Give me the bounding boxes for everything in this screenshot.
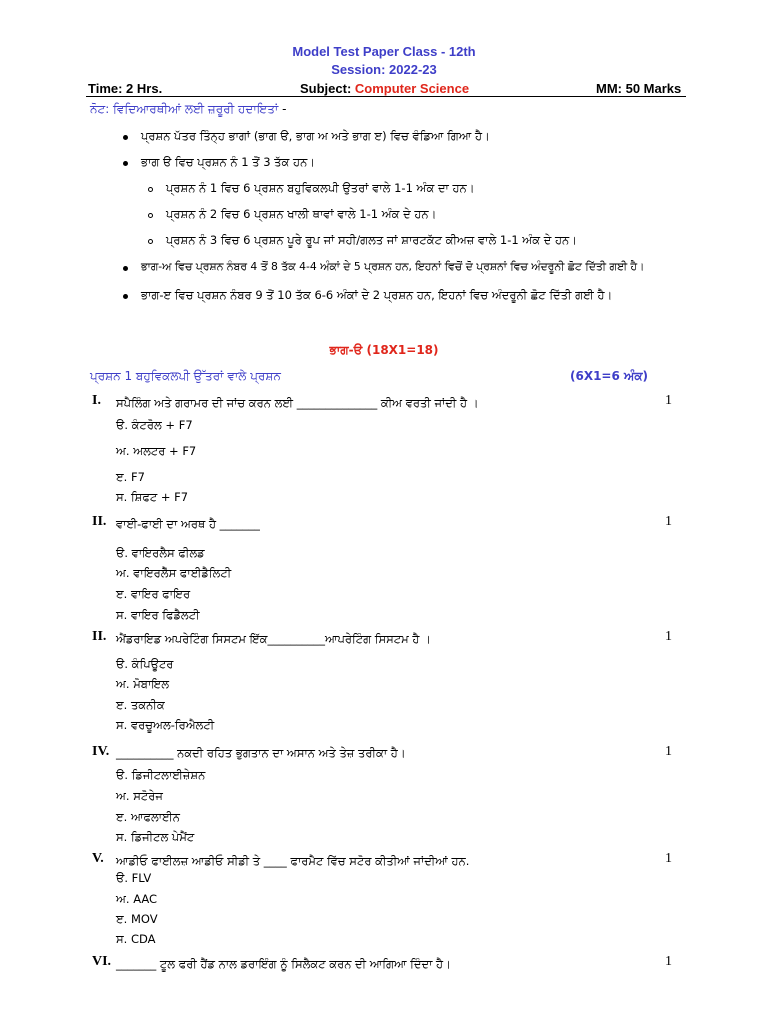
bullet-icon	[123, 266, 128, 271]
question-text: __________ ਨਕਦੀ ਰਹਿਤ ਭੁਗਤਾਨ ਦਾ ਅਸਾਨ ਅਤੇ ਤੇਜ਼ ਤਰੀਕਾ ਹੈ।	[116, 746, 406, 760]
question-number: VI.	[92, 954, 112, 969]
option: ੲ. ਵਾਇਰ ਫਾਇਰ	[116, 587, 191, 601]
option: ੳ. FLV	[116, 871, 152, 885]
question-marks: 1	[665, 629, 672, 644]
question-number: IV.	[92, 744, 110, 759]
option: ੲ. ਤਕਨੀਕ	[116, 698, 165, 712]
question-text: ਵਾਈ-ਫਾਈ ਦਾ ਅਰਥ ਹੈ _______	[116, 517, 260, 531]
option: ਅ. AAC	[116, 892, 158, 906]
time-label: Time: 2 Hrs.	[88, 81, 163, 96]
option: ੳ. ਕੰਟਰੋਲ + F7	[116, 418, 193, 432]
session-label: Session: 2022-23	[331, 62, 437, 77]
instruction-subitem: ਪ੍ਰਸ਼ਨ ਨੰ 1 ਵਿਚ 6 ਪ੍ਰਸ਼ਨ ਬਹੁਵਿਕਲਪੀ ਉਤਰਾਂ ਵਾਲੇ 1-1 ਅੰਕ ਦਾ ਹਨ।	[166, 181, 475, 195]
instruction-item: ਪ੍ਰਸ਼ਨ ਪੱਤਰ ਤਿੰਨ੍ਹ ਭਾਗਾਂ (ਭਾਗ ੳ, ਭਾਗ ਅ ਅਤੇ ਭਾਗ ੲ) ਵਿਚ ਵੰਡਿਆ ਗਿਆ ਹੈ।	[141, 129, 490, 143]
question-text: ਆਡੀਓ ਫਾਈਲਜ਼ ਆਡੀਓ ਸੀਡੀ ਤੇ ____ ਫਾਰਮੈਟ ਵਿੱਚ ਸਟੋਰ ਕੀਤੀਆਂ ਜਾਂਦੀਆਂ ਹਨ.	[116, 854, 470, 868]
section-title: ਭਾਗ-ੳ (18X1=18)	[329, 343, 439, 357]
question-number: V.	[92, 851, 104, 866]
instruction-subitem: ਪ੍ਰਸ਼ਨ ਨੰ 2 ਵਿਚ 6 ਪ੍ਰਸ਼ਨ ਖਾਲੀ ਥਾਵਾਂ ਵਾਲੇ 1-1 ਅੰਕ ਦੇ ਹਨ।	[166, 207, 437, 221]
note-heading	[90, 102, 286, 117]
option: ੲ. ਆਫਲਾਈਨ	[116, 810, 180, 824]
paper-title: Model Test Paper Class - 12th	[292, 44, 476, 59]
option: ੳ. ਵਾਇਰਲੈਸ ਫੀਲਡ	[116, 546, 205, 560]
option: ਅ. ਮੋਬਾਇਲ	[116, 677, 170, 691]
subject-value: Computer Science	[354, 81, 470, 96]
question-marks: 1	[665, 744, 672, 759]
question-marks: 1	[665, 393, 672, 408]
note-label: ਨੋਟ: ਵਿਦਿਆਰਥੀਆਂ ਲਈ ਜ਼ਰੂਰੀ ਹਦਾਇਤਾਂ	[90, 102, 279, 116]
header-divider	[86, 96, 686, 97]
instruction-item: ਭਾਗ ੳ ਵਿਚ ਪ੍ਰਸ਼ਨ ਨੰ 1 ਤੋਂ 3 ਤੱਕ ਹਨ।	[141, 155, 316, 169]
question-text: ਐਂਡਰਾਇਡ ਅਪਰੇਟਿੰਗ ਸਿਸਟਮ ਇੱਕ__________ਆਪਰੇਟਿੰਗ ਸਿਸਟਮ ਹੈ ।	[116, 632, 431, 646]
option: ਸ. ਡਿਜੀਟਲ ਪੇਮੈਂਟ	[116, 830, 195, 844]
question-marks: 1	[665, 514, 672, 529]
max-marks-label: MM: 50 Marks	[596, 81, 682, 96]
instruction-subitem: ਪ੍ਰਸ਼ਨ ਨੰ 3 ਵਿਚ 6 ਪ੍ਰਸ਼ਨ ਪੂਰੇ ਰੂਪ ਜਾਂ ਸਹੀ/ਗਲਤ ਜਾਂ ਸ਼ਾਰਟਕੱਟ ਕੀਅਜ਼ ਵਾਲੇ 1-1 ਅੰਕ ਦੇ ਹਨ।	[166, 233, 577, 247]
option: ੳ. ਡਿਜੀਟਲਾਈਜ਼ੇਸ਼ਨ	[116, 768, 206, 782]
question-number: I.	[92, 393, 101, 408]
bullet-icon	[123, 161, 128, 166]
question-number: II.	[92, 629, 107, 644]
question-text: ਸਪੈਲਿੰਗ ਅਤੇ ਗਰਾਮਰ ਦੀ ਜਾਂਚ ਕਰਨ ਲਈ ______________ ਕੀਅ ਵਰਤੀ ਜਾਂਦੀ ਹੈ ।	[116, 396, 479, 410]
question-group-marks: (6X1=6 ਅੰਕ)	[570, 369, 649, 383]
instruction-item: ਭਾਗ-ੲ ਵਿਚ ਪ੍ਰਸ਼ਨ ਨੰਬਰ 9 ਤੋਂ 10 ਤੱਕ 6-6 ਅੰਕਾਂ ਦੇ 2 ਪ੍ਰਸ਼ਨ ਹਨ, ਇਹਨਾਂ ਵਿਚ ਅੰਦਰੂਨੀ ਛੋਟ ਦਿੱਤੀ ਗਈ ਹੈ।	[141, 288, 613, 302]
option: ਅ. ਵਾਇਰਲੈੱਸ ਫਾਈਡੈਲਿਟੀ	[116, 566, 232, 580]
option: ਅ. ਸਟੋਰੇਜ	[116, 789, 163, 803]
sub-bullet-icon	[148, 213, 153, 218]
option: ੲ. F7	[116, 470, 145, 484]
subject-line	[300, 81, 469, 96]
option: ੲ. MOV	[116, 912, 158, 926]
option: ਸ. ਵਾਇਰ ਫਿਡੈਲਟੀ	[116, 608, 200, 622]
bullet-icon	[123, 294, 128, 299]
option: ਸ. ਸ਼ਿਫਟ + F7	[116, 490, 189, 504]
bullet-icon	[123, 135, 128, 140]
option: ੳ. ਕੰਪਿਊਟਰ	[116, 657, 174, 671]
option: ਸ. ਵਰਚੂਅਲ-ਰਿਐਲਟੀ	[116, 718, 215, 732]
instruction-item: ਭਾਗ-ਅ ਵਿਚ ਪ੍ਰਸ਼ਨ ਨੰਬਰ 4 ਤੋਂ 8 ਤੱਕ 4-4 ਅੰਕਾਂ ਦੇ 5 ਪ੍ਰਸ਼ਨ ਹਨ, ਇਹਨਾਂ ਵਿਚੋਂ ਦੋ ਪ੍ਰਸ਼ਨਾਂ ਵਿਚ ਅੰਦਰੂਨੀ ਛੋਟ ਦਿੱਤੀ ਗਈ ਹੈ।	[141, 260, 645, 273]
sub-bullet-icon	[148, 239, 153, 244]
subject-label: Subject:	[300, 81, 355, 96]
question-number: II.	[92, 514, 107, 529]
question-marks: 1	[665, 954, 672, 969]
note-dash: -	[278, 102, 287, 116]
question-marks: 1	[665, 851, 672, 866]
option: ਅ. ਅਲਟਰ + F7	[116, 444, 197, 458]
question-text: _______ ਟੂਲ ਫਰੀ ਹੈਂਡ ਨਾਲ ਡਰਾਇੰਗ ਨੂੰ ਸਿਲੈਕਟ ਕਰਨ ਦੀ ਆਗਿਆ ਦਿੰਦਾ ਹੈ।	[116, 957, 451, 971]
question-group-heading: ਪ੍ਰਸ਼ਨ 1 ਬਹੁਵਿਕਲਪੀ ਉੱਤਰਾਂ ਵਾਲੇ ਪ੍ਰਸ਼ਨ	[90, 369, 281, 383]
option: ਸ. CDA	[116, 932, 156, 946]
sub-bullet-icon	[148, 187, 153, 192]
